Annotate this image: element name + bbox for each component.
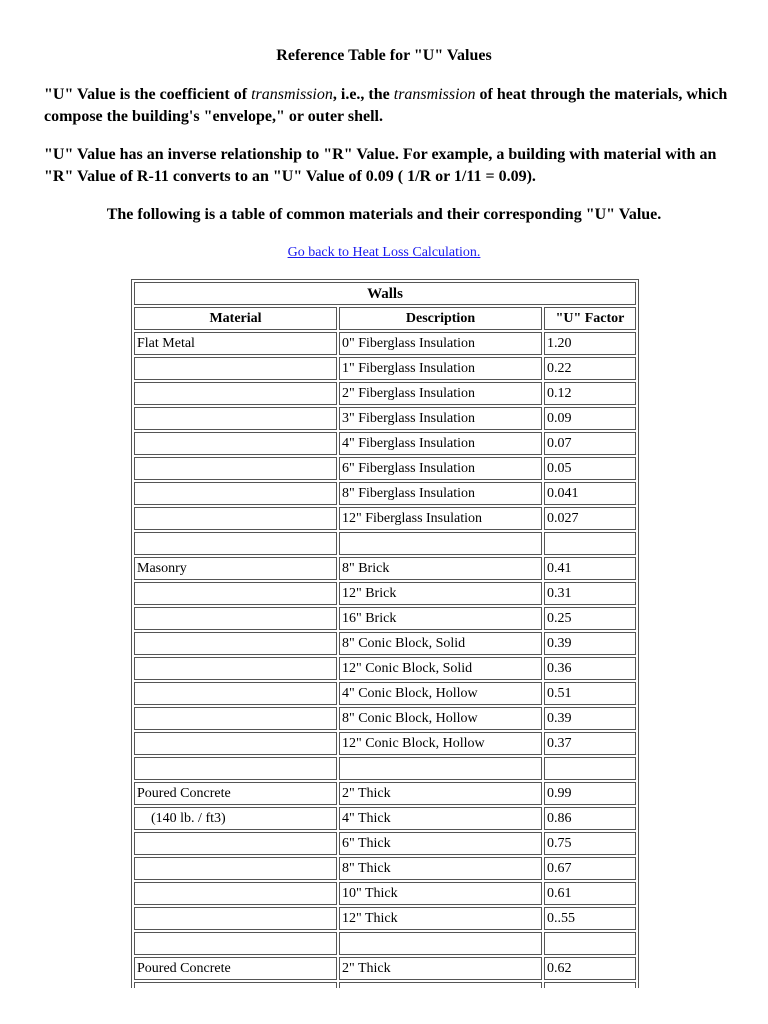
description-cell: 0" Fiberglass Insulation: [339, 332, 542, 355]
table-row: [134, 757, 636, 780]
table-row: [134, 782, 636, 805]
material-cell: [134, 657, 337, 680]
description-cell: 8" Conic Block, Hollow: [339, 707, 542, 730]
u-factor-cell: 0.51: [544, 682, 636, 705]
table-row: [134, 532, 636, 555]
material-cell: [134, 632, 337, 655]
description-cell: 2" Fiberglass Insulation: [339, 382, 542, 405]
table-row: [134, 832, 636, 855]
column-header-u-factor: "U" Factor: [544, 307, 636, 330]
material-cell: [134, 432, 337, 455]
description-cell: 4" Fiberglass Insulation: [339, 432, 542, 455]
description-cell: [339, 932, 542, 955]
table-row: [134, 507, 636, 530]
description-cell: 12" Fiberglass Insulation: [339, 507, 542, 530]
u-factor-cell: [544, 932, 636, 955]
table-row: [134, 407, 636, 430]
table-row: [134, 982, 636, 988]
u-factor-cell: [544, 757, 636, 780]
description-cell: 4" Thick: [339, 807, 542, 830]
description-cell: [339, 532, 542, 555]
table-intro-paragraph: The following is a table of common materials and their corresponding "U" Value.: [106, 206, 662, 223]
page-title: Reference Table for "U" Values: [276, 47, 492, 64]
column-header-material: Material: [134, 307, 337, 330]
description-cell: 8" Thick: [339, 857, 542, 880]
description-cell: 12" Brick: [339, 582, 542, 605]
material-cell: [134, 732, 337, 755]
column-header-description: Description: [339, 307, 542, 330]
section-header-row: [134, 282, 636, 305]
material-cell: [134, 682, 337, 705]
u-factor-cell: [544, 982, 636, 988]
material-cell: [134, 382, 337, 405]
u-factor-cell: 0.75: [544, 832, 636, 855]
table-row: [134, 682, 636, 705]
u-factor-cell: 0.05: [544, 457, 636, 480]
material-cell: [134, 407, 337, 430]
material-cell: [134, 757, 337, 780]
description-cell: 2" Thick: [339, 782, 542, 805]
material-cell: [134, 482, 337, 505]
u-factor-cell: 0.07: [544, 432, 636, 455]
u-factor-cell: 0.86: [544, 807, 636, 830]
table-row: [134, 932, 636, 955]
table-row: [134, 582, 636, 605]
description-cell: 6" Thick: [339, 832, 542, 855]
table-row: [134, 382, 636, 405]
description-cell: 4" Conic Block, Hollow: [339, 682, 542, 705]
description-cell: 6" Fiberglass Insulation: [339, 457, 542, 480]
table-row: [134, 907, 636, 930]
material-cell: [134, 882, 337, 905]
material-cell: [134, 357, 337, 380]
material-cell: [134, 707, 337, 730]
u-factor-cell: 0.37: [544, 732, 636, 755]
u-factor-cell: 0.67: [544, 857, 636, 880]
back-to-heat-loss-link[interactable]: Go back to Heat Loss Calculation.: [287, 245, 481, 260]
material-cell: [134, 907, 337, 930]
material-cell: [134, 532, 337, 555]
material-cell: [134, 582, 337, 605]
u-factor-cell: 0.39: [544, 632, 636, 655]
u-factor-cell: 0.36: [544, 657, 636, 680]
u-factor-cell: 0.09: [544, 407, 636, 430]
table-row: [134, 332, 636, 355]
material-cell: Masonry: [134, 557, 337, 580]
material-cell: [134, 457, 337, 480]
material-cell: [134, 857, 337, 880]
description-cell: 8" Fiberglass Insulation: [339, 482, 542, 505]
intro-emphasis-2: transmission: [393, 86, 476, 103]
description-cell: 12" Conic Block, Hollow: [339, 732, 542, 755]
u-factor-cell: 0.027: [544, 507, 636, 530]
table-row: [134, 632, 636, 655]
intro-text-1: "U" Value is the coefficient of: [44, 86, 252, 103]
table-row: [134, 807, 636, 830]
description-cell: 8" Brick: [339, 557, 542, 580]
description-cell: 3" Fiberglass Insulation: [339, 407, 542, 430]
material-cell: [134, 507, 337, 530]
u-factor-cell: 0.61: [544, 882, 636, 905]
material-cell: [134, 607, 337, 630]
section-title-walls: Walls: [134, 282, 636, 305]
table-wrapper: [131, 279, 639, 988]
material-cell: Poured Concrete: [134, 782, 337, 805]
table-row: [134, 882, 636, 905]
table-row: [134, 457, 636, 480]
table-row: [134, 957, 636, 980]
description-cell: [339, 982, 542, 988]
u-factor-cell: 0.31: [544, 582, 636, 605]
description-cell: 2" Thick: [339, 957, 542, 980]
u-factor-cell: 0.41: [544, 557, 636, 580]
table-row: [134, 732, 636, 755]
u-factor-cell: [544, 532, 636, 555]
u-values-table: [131, 279, 639, 988]
description-cell: [339, 757, 542, 780]
intro-emphasis-1: transmission: [251, 86, 333, 103]
material-cell: Flat Metal: [134, 332, 337, 355]
description-cell: 10" Thick: [339, 882, 542, 905]
table-row: [134, 557, 636, 580]
u-factor-cell: 1.20: [544, 332, 636, 355]
table-row: [134, 707, 636, 730]
u-factor-cell: 0.041: [544, 482, 636, 505]
intro-text-2: , i.e., the: [332, 86, 394, 103]
table-row: [134, 657, 636, 680]
table-row: [134, 432, 636, 455]
u-factor-cell: 0.39: [544, 707, 636, 730]
back-link-container: [0, 243, 768, 263]
material-cell: [134, 932, 337, 955]
intro-paragraph: [44, 84, 744, 128]
table-row: [134, 482, 636, 505]
material-cell: [134, 982, 337, 988]
description-cell: 16" Brick: [339, 607, 542, 630]
description-cell: 12" Conic Block, Solid: [339, 657, 542, 680]
material-cell: [134, 832, 337, 855]
material-cell: (140 lb. / ft3): [134, 807, 337, 830]
r-value-paragraph: "U" Value has an inverse relationship to "R" Value. For example, a building with material with an "R" Value of R-11 converts to an "U" Value of 0.09 ( 1/R or 1/11 = 0.09).: [44, 146, 717, 185]
description-cell: 8" Conic Block, Solid: [339, 632, 542, 655]
table-row: [134, 357, 636, 380]
intro-text-3: of heat through the materials, which compose the building's "envelope," or outer shell.: [44, 86, 728, 125]
u-factor-cell: 0.62: [544, 957, 636, 980]
material-cell: Poured Concrete: [134, 957, 337, 980]
u-factor-cell: 0..55: [544, 907, 636, 930]
description-cell: 1" Fiberglass Insulation: [339, 357, 542, 380]
u-factor-cell: 0.22: [544, 357, 636, 380]
column-header-row: [134, 307, 636, 330]
table-row: [134, 607, 636, 630]
table-row: [134, 857, 636, 880]
u-factor-cell: 0.25: [544, 607, 636, 630]
table-body: [134, 332, 636, 988]
u-factor-cell: 0.99: [544, 782, 636, 805]
description-cell: 12" Thick: [339, 907, 542, 930]
u-factor-cell: 0.12: [544, 382, 636, 405]
